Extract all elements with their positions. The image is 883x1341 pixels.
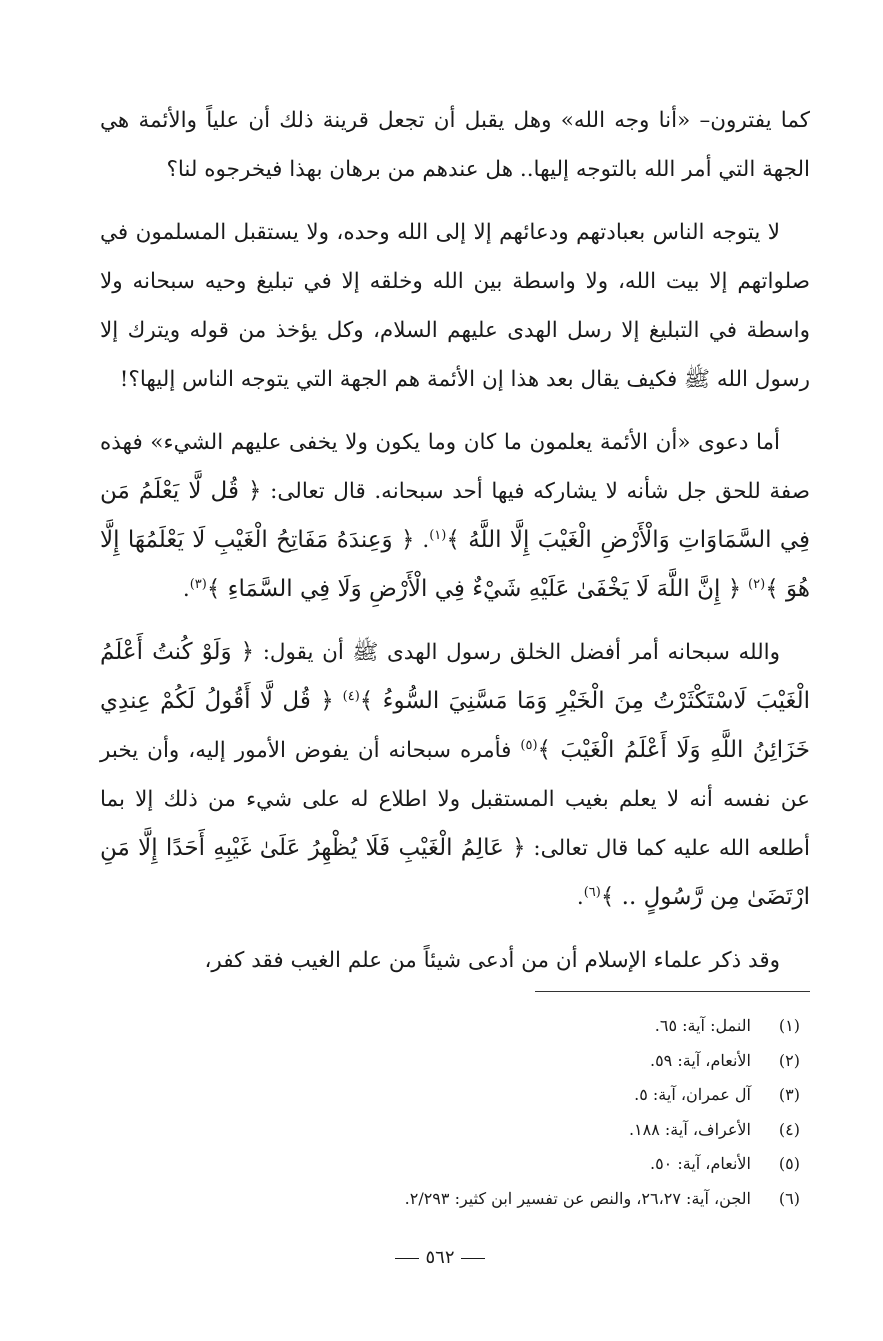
footnote-number: (٣) [778,1085,800,1104]
paragraph-text: والله سبحانه أمر أفضل الخلق رسول الهدى ﷺ أن يقول: [254,640,781,665]
footnote-reference: (٥) [520,737,538,753]
footnote-reference: (١) [429,527,447,543]
page-number-dash-right [461,1258,485,1259]
footnote-number: (٥) [778,1154,800,1173]
footnote-item [100,1044,800,1079]
paragraph-text: . [576,885,584,910]
paragraph-text: لا يتوجه الناس بعبادتهم ودعائهم إلا إلى الله وحده، ولا يستقبل المسلمون في صلواتهم إلا بيت الله، ولا واسطة بين الله وخلقه إلا في تبليغ وحيه سبحانه ولا واسطة في التبليغ إلا رسل الهدى عليهم السلام، وكل يؤخذ من قوله ويترك إلا رسول الله ﷺ فكيف يقال بعد هذا إن الأئمة هم الجهة التي يتوجه الناس إليها؟! [100,220,810,392]
paragraph-p4 [100,628,810,922]
footnote-text: الأنعام، آية: ٥٩. [649,1050,751,1070]
quran-verse: ﴿ قُل لَّا أَقُولُ لَكُمْ عِندِي خَزَائِنُ اللَّهِ وَلَا أَعْلَمُ الْغَيْبَ ﴾ [100,688,810,763]
footnote-number: (١) [778,1016,800,1035]
paragraph-text: فأمره سبحانه أن يفوض الأمور إليه، وأن يخبر عن نفسه أنه لا يعلم بغيب المستقبل ولا اطلاع له على شيء من ذلك إلا بما أطلعه الله عليه كما قال تعالى: [100,738,810,861]
footnote-reference: (٢) [748,576,766,592]
main-text [100,96,810,999]
footnote-item [100,1078,800,1113]
footnote-number: (٦) [778,1188,800,1208]
page-number [370,1247,510,1268]
footnote-text: الأنعام، آية: ٥٠. [649,1154,751,1173]
quran-verse: ﴿ إِنَّ اللَّهَ لَا يَخْفَىٰ عَلَيْهِ شَيْءٌ فِي الْأَرْضِ وَلَا فِي السَّمَاءِ ﴾ [206,576,742,602]
footnote-item [100,1113,800,1148]
footnote-separator [535,991,810,992]
quran-verse: ﴿ وَعِندَهُ مَفَاتِحُ الْغَيْبِ لَا يَعْلَمُهَا إِلَّا هُوَ ﴾ [100,527,810,602]
footnote-reference: (٦) [583,884,601,900]
paragraph-p1 [100,96,810,194]
page-number-dash-left [395,1258,419,1259]
footnote-reference: (٤) [342,688,360,704]
paragraph-p3 [100,418,810,614]
paragraph-text: . [414,528,430,553]
footnote-item [100,1182,800,1217]
footnote-text: الجن، آية: ٢٦،٢٧، والنص عن تفسير ابن كثير: ٢/٢٩٣. [404,1188,751,1208]
paragraph-text: وقد ذكر علماء الإسلام أن من أدعى شيئاً من علم الغيب فقد كفر، [204,948,780,973]
paragraph-text [334,689,343,714]
footnote-text: الأعراف، آية: ١٨٨. [628,1119,751,1139]
footnotes-list [100,1009,800,1216]
paragraph-p2 [100,208,810,404]
footnote-number: (٤) [778,1119,800,1139]
paragraph-text: أما دعوى «أن الأئمة يعلمون ما كان وما يكون ولا يخفى عليهم الشيء» فهذه صفة للحق جل شأنه لا يشاركه فيها أحد سبحانه. قال تعالى: [100,430,810,504]
quran-verse: ﴿ وَلَوْ كُنتُ أَعْلَمُ الْغَيْبَ لَاسْتَكْثَرْتُ مِنَ الْخَيْرِ وَمَا مَسَّنِيَ السُّوءُ ﴾ [100,639,811,714]
quran-verse: ﴿ عَالِمُ الْغَيْبِ فَلَا يُظْهِرُ عَلَىٰ غَيْبِهِ أَحَدًا إِلَّا مَنِ ارْتَضَىٰ مِن رَّسُولٍ .. ﴾ [100,835,810,910]
footnote-text: آل عمران، آية: ٥. [634,1085,751,1104]
paragraph-p5 [100,936,810,985]
footnote-item [100,1147,800,1182]
quran-verse: ﴿ قُل لَّا يَعْلَمُ مَن فِي السَّمَاوَاتِ وَالْأَرْضِ الْغَيْبَ إِلَّا اللَّهُ ﴾ [100,478,811,553]
paragraph-text: . [182,577,190,602]
footnote-reference: (٣) [189,576,207,592]
paragraph-text: كما يفترون– «أنا وجه الله» وهل يقبل أن تجعل قرينة ذلك أن علياً والأئمة هي الجهة التي أمر الله بالتوجه إليها.. هل عندهم من برهان بهذا فيخرجوه لنا؟ [100,108,810,182]
footnote-item [100,1009,800,1044]
page-number-value: ٥٦٢ [425,1247,455,1268]
footnote-number: (٢) [778,1050,800,1070]
footnote-text: النمل: آية: ٦٥. [654,1016,751,1035]
